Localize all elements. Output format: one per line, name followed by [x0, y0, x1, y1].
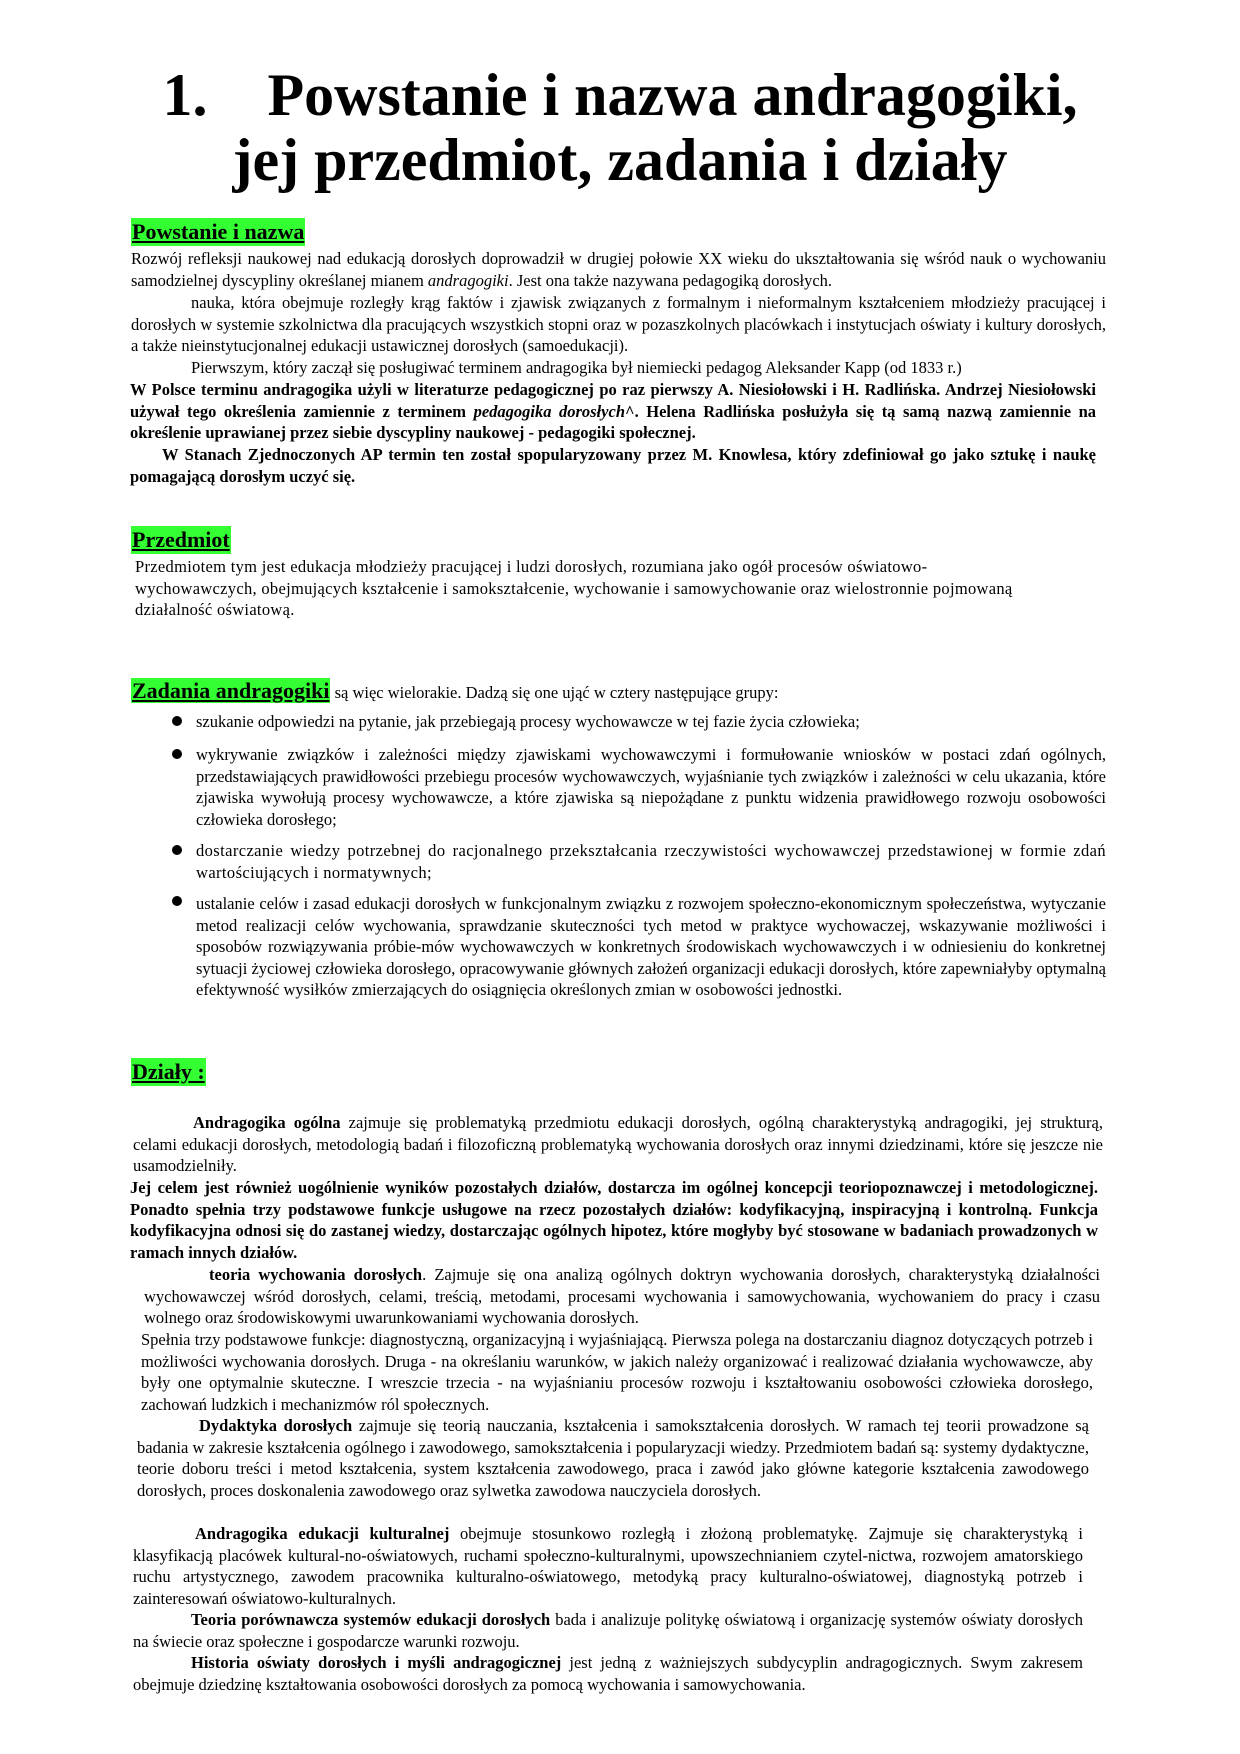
- task-item: wykrywanie związków i zależności między zjawiskami wychowawczymi i formułowanie wniosków w postaci zdań ogólnych, przedstawiających prawidłowości przebiegu procesów wychowawczych, wyjaśnianie tych związków i zależności w celu ukazania, które zjawiska wywołują procesy wychowawcze, a które zjawiska są niepożądane z punktu widzenia prawidłowego rozwoju osobowości człowieka dorosłego;: [196, 745, 1106, 829]
- polska-text-a: W Polsce terminu andragogika użyli w literaturze pedagogicznej po raz pierwszy A. Niesiołowski i H. Radlińska. Andrzej Niesiołowski używał tego określenia zamiennie z terminem: [130, 380, 1096, 421]
- teoria-wychowania-text: . Zajmuje się ona analizą ogólnych doktryn wychowania dorosłych, charakterystyką działalności wychowawczej wśród dorosłych, celami, treścią, metodami, procesami wychowania i samowychowania, wychowaniem do pracy i czasu wolnego oraz środowiskowymi uwarunkowaniami wychowania dorosłych.: [144, 1265, 1100, 1327]
- polska-text-b: ^. Helena Radlińska posłużyła się tą samą nazwą zamiennie na określenie uprawianej przez siebie dyscypliny naukowej - pedagogiki społecznej.: [130, 401, 1096, 442]
- task-item: szukanie odpowiedzi na pytanie, jak przebiegają procesy wychowawcze w tej fazie życia człowieka;: [196, 712, 860, 731]
- intro-text-b: . Jest ona także nazywana pedagogiką dorosłych.: [508, 270, 833, 290]
- term-pedagogika-doroslych: pedagogika dorosłych: [473, 401, 626, 421]
- heading-dzialy: Działy :: [132, 1059, 205, 1084]
- intro-text-a: Rozwój refleksji naukowej nad edukacją dorosłych doprowadził w drugiej połowie XX wieku do ukształtowania się wśród nauk o wychowaniu samodzielnej dyscypliny określanej mianem: [131, 249, 1106, 290]
- heading-zadania: Zadania andragogiki: [132, 678, 330, 703]
- paragraph-historia-oswiaty: [133, 1652, 1083, 1695]
- historia-oswiaty-text: jest jedną z ważniejszych subdycyplin andragogicznych. Swym zakresem obejmuje dziedzinę kształtowania osobowości dorosłych za pomocą wychowania i samowychowania.: [133, 1653, 1084, 1694]
- page-title-line2: jej przedmiot, zadania i działy: [232, 127, 1008, 193]
- paragraph-teoria-porownawcza: [133, 1609, 1083, 1652]
- paragraph-intro: [131, 248, 1106, 291]
- paragraph-kapp: Pierwszym, który zaczął się posługiwać terminem andragogika był niemiecki pedagog Aleksander Kapp (od 1833 r.): [191, 358, 962, 377]
- paragraph-polska: [130, 379, 1096, 444]
- zadania-intro: są więc wielorakie. Dadzą się one ująć w cztery następujące grupy:: [330, 683, 779, 702]
- dydaktyka-text: zajmuje się teorią nauczania, kształcenia i samokształcenia dorosłych. W ramach tej teorii prowadzone są badania w zakresie kształcenia ogólnego i zawodowego, samokształcenia i popularyzacji wiedzy. Przedmiotem badań są: systemy dydaktyczne, teorie doboru treści i metod kształcenia, system kształcenia zawodowego, praca i zawód jako główne kategorie kształcenia zawodowego dorosłych, proces doskonalenia zawodowego oraz sylwetka zawodowa nauczyciela dorosłych.: [137, 1416, 1089, 1500]
- title-number: 1.: [162, 62, 208, 128]
- paragraph-teoria-wychowania: [144, 1264, 1100, 1329]
- term-andragogika-ogolna: Andragogika ogólna: [193, 1113, 341, 1132]
- heading-powstanie: Powstanie i nazwa: [132, 219, 305, 244]
- paragraph-knowles: W Stanach Zjednoczonych AP termin ten został spopularyzowany przez M. Knowlesa, który zdefiniował go jako sztukę i naukę pomagającą dorosłym uczyć się.: [130, 445, 1096, 486]
- bullet-icon: [172, 896, 182, 906]
- zadania-lead: [131, 680, 779, 704]
- bullet-icon: [172, 845, 182, 855]
- paragraph-funkcje-teorii: Spełnia trzy podstawowe funkcje: diagnostyczną, organizacyjną i wyjaśniającą. Pierwsza polega na dostarczaniu diagnoz dotyczących potrzeb i możliwości wychowania dorosłych. Druga - na określaniu warunków, w jakich należy organizować i realizować działania wychowawcze, aby były one optymalnie skuteczne. I wreszcie trzecia - na wyjaśnianiu procesów rozwoju i kształtowaniu osobowości człowieka dorosłego, zachowań ludzkich i mechanizmów ról społecznych.: [141, 1330, 1093, 1414]
- title-text-line1: Powstanie i nazwa andragogiki,: [267, 62, 1078, 128]
- andragogika-ogolna-text: zajmuje się problematyką przedmiotu edukacji dorosłych, ogólną charakterystyką andragogiki, jej strukturą, celami edukacji dorosłych, metodologią badań i filozoficzną problematyką wychowania dorosłych oraz innymi dziedzinami, które się jeszcze nie usamodzielniły.: [133, 1113, 1103, 1175]
- paragraph-dydaktyka: [137, 1415, 1089, 1501]
- term-teoria-porownawcza: Teoria porównawcza systemów edukacji dorosłych: [191, 1610, 551, 1629]
- bullet-icon: [172, 749, 182, 759]
- paragraph-definition: nauka, która obejmuje rozległy krąg faktów i zjawisk związanych z formalnym i nieformalnym kształceniem młodzieży pracującej i dorosłych w systemie szkolnictwa dla pracujących wszystkich stopni oraz w pozaszkolnych placówkach i instytucjach oświaty i kultury dorosłych, a także nieinstytucjonalnej edukacji ustawicznej dorosłych (samoedukacji).: [131, 293, 1106, 355]
- term-teoria-wychowania: teoria wychowania dorosłych: [209, 1265, 423, 1284]
- page-title-line1: [120, 62, 1120, 128]
- term-historia-oswiaty: Historia oświaty dorosłych i myśli andragogicznej: [191, 1653, 562, 1672]
- heading-przedmiot: Przedmiot: [132, 527, 230, 552]
- term-andragogiki: andragogiki: [427, 270, 509, 290]
- teoria-porownawcza-text: bada i analizuje politykę oświatową i organizację systemów oświaty dorosłych na świecie oraz społeczne i gospodarcze warunki rozwoju.: [133, 1610, 1083, 1651]
- paragraph-funkcje-uslugowe: Jej celem jest również uogólnienie wyników pozostałych działów, dostarcza im ogólnej koncepcji teoriopoznawczej i metodologicznej. Ponadto spełnia trzy podstawowe funkcje usługowe na rzecz pozostałych działów: kodyfikacyjną, inspiracyjną i kontrolną. Funkcja kodyfikacyjna odnosi się do zastanej wiedzy, dostarczając ogólnych hipotez, które mogłyby być stosowane w badaniach prowadzonych w ramach innych działów.: [130, 1178, 1098, 1262]
- task-item: ustalanie celów i zasad edukacji dorosłych w funkcjonalnym związku z rozwojem społeczno-ekonomicznym społeczeństwa, wytyczanie metod realizacji celów wychowania, sprawdzanie skuteczności tych metod w praktyce wychowaczej, wskazywanie możliwości i sposobów rozwiązywania próbie-mów wychowawczych w konkretnych środowiskach wychowawczych i w odniesieniu do konkretnej sytuacji życiowej człowieka dorosłego, opracowywanie głównych założeń organizacji edukacji dorosłych, które zapewniałyby optymalną efektywność wysiłków zmierzających do osiągnięcia określonych zmian w osobowości jednostki.: [196, 894, 1106, 999]
- bullet-icon: [172, 716, 182, 726]
- term-edukacja-kulturalna: Andragogika edukacji kulturalnej: [195, 1524, 450, 1543]
- paragraph-przedmiot: Przedmiotem tym jest edukacja młodzieży pracującej i ludzi dorosłych, rozumiana jako ogół procesów oświatowo-wychowawczych, obejmujących kształcenie i samokształcenie, wychowanie i samowychowanie oraz wielostronnie pojmowaną działalność oświatową.: [135, 557, 1013, 619]
- edukacja-kulturalna-text: obejmuje stosunkowo rozległą i złożoną problematykę. Zajmuje się charakterystyką i klasyfikacją placówek kultural-no-oświatowych, ruchami społeczno-kulturalnymi, upowszechnianiem czytel-nictwa, rozwojem amatorskiego ruchu artystycznego, zawodem pracownika kulturalno-oświatowego, metodyką pracy kulturalno-oświatowej, diagnostyką potrzeb i zainteresowań oświatowo-kulturalnych.: [133, 1524, 1083, 1608]
- task-item: dostarczanie wiedzy potrzebnej do racjonalnego przekształcania rzeczywistości wychowawczej przedstawionej w formie zdań wartościujących i normatywnych;: [196, 841, 1106, 882]
- paragraph-andragogika-ogolna: [133, 1112, 1103, 1177]
- paragraph-edukacja-kulturalna: [133, 1523, 1083, 1609]
- term-dydaktyka: Dydaktyka dorosłych: [199, 1416, 353, 1435]
